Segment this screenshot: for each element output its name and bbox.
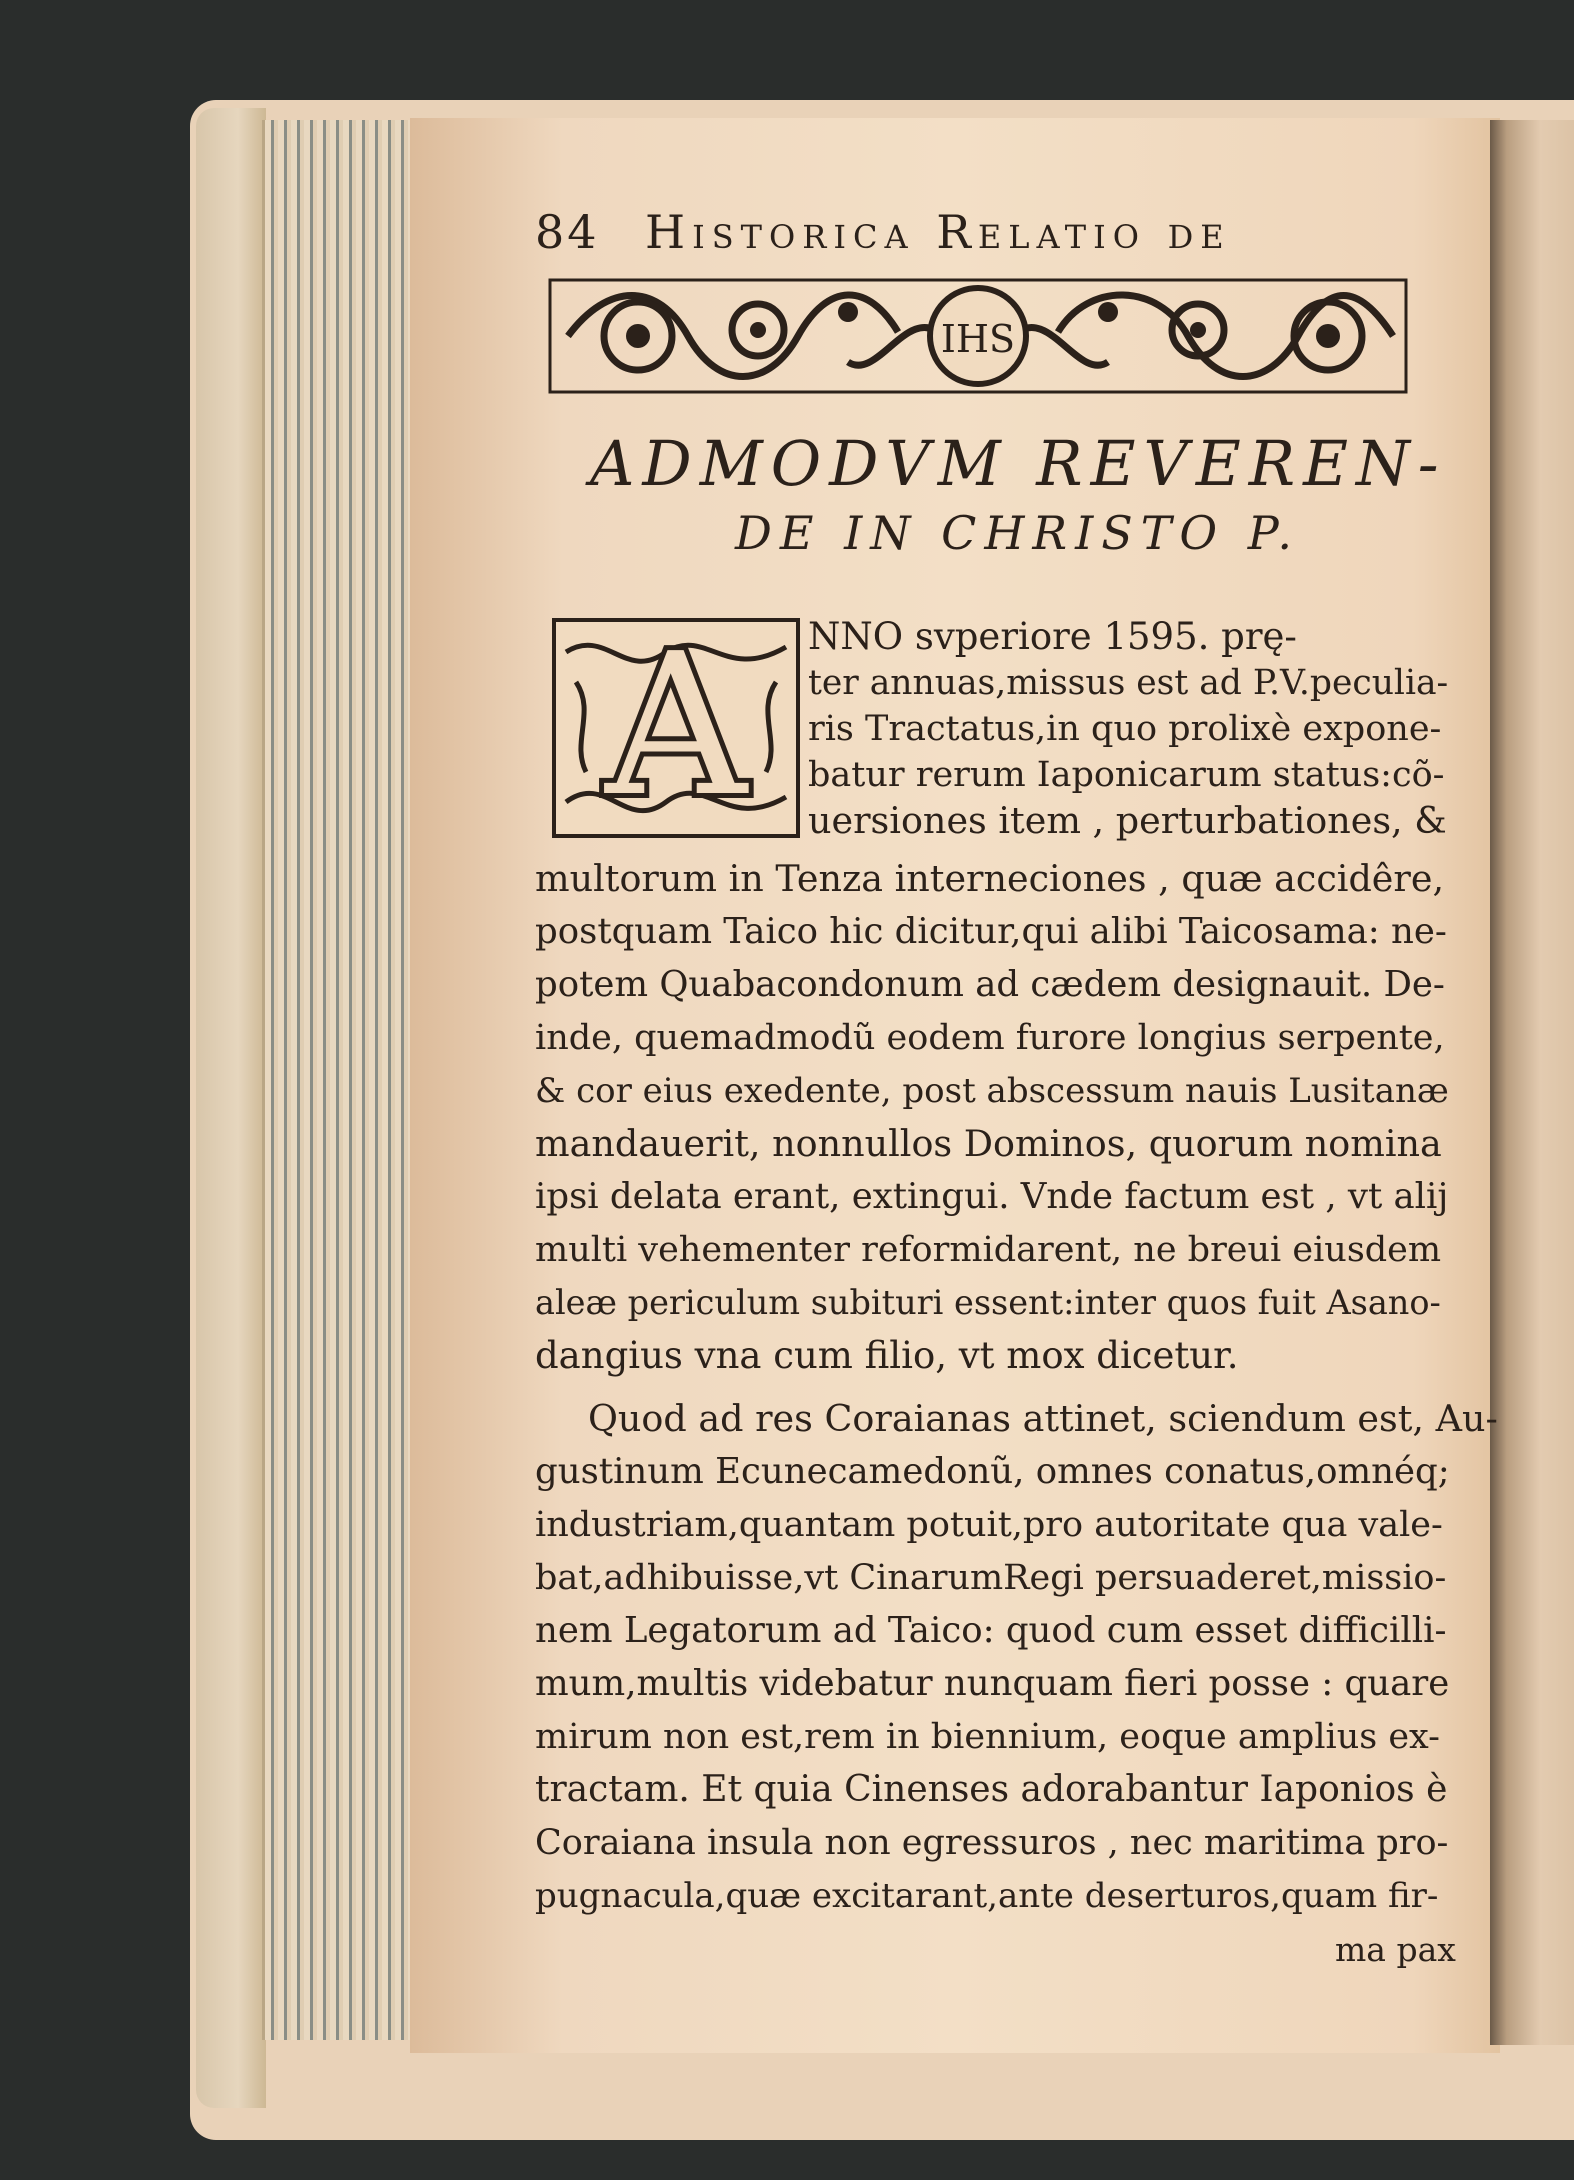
text-line: ter annuas,missus est ad P.V.peculia- <box>808 663 1449 703</box>
decorated-initial <box>552 612 800 840</box>
text-line: potem Quabacondonum ad cædem designauit. De- <box>535 964 1445 1005</box>
text-line: multi vehementer reformidarent, ne breui eiusdem <box>535 1230 1442 1270</box>
text-line: mandauerit, nonnullos Dominos, quorum nomina <box>535 1122 1442 1165</box>
heading-line-2: DE IN CHRISTO P. <box>735 506 1301 560</box>
text-line: bat,adhibuisse,vt CinarumRegi persuaderet,missio- <box>535 1558 1447 1598</box>
running-title: Historica Relatio de <box>645 205 1231 259</box>
text-line: ris Tractatus,in quo prolixè expone- <box>808 709 1442 749</box>
text-line: dangius vna cum filio, vt mox dicetur. <box>535 1334 1239 1377</box>
text-line: mum,multis videbatur nunquam fieri posse : quare <box>535 1663 1450 1704</box>
heading-line-1: ADMODVM REVEREN- <box>590 428 1447 500</box>
text-line: NNO svperiore 1595. prę- <box>808 615 1297 658</box>
binding-edge <box>196 108 266 2108</box>
text-line: pugnacula,quæ excitarant,ante deserturos,quam fir- <box>535 1876 1439 1916</box>
page-number: 84 <box>535 205 600 259</box>
text-line: Quod ad res Coraianas attinet, sciendum est, Au- <box>588 1397 1498 1440</box>
running-head <box>535 205 1355 259</box>
text-line: ipsi delata erant, extingui. Vnde factum est , vt alij <box>535 1176 1449 1217</box>
text-line: mirum non est,rem in biennium, eoque amplius ex- <box>535 1717 1441 1757</box>
text-line: inde, quemadmodũ eodem furore longius serpente, <box>535 1018 1445 1058</box>
text-line: multorum in Tenza interneciones , quæ accidêre, <box>535 857 1445 900</box>
text-line: postquam Taico hic dicitur,qui alibi Taicosama: ne- <box>535 911 1447 952</box>
text-line: gustinum Ecunecamedonũ, omnes conatus,omnéq; <box>535 1451 1450 1492</box>
text-line: aleæ periculum subituri essent:inter quos fuit Asano- <box>535 1283 1441 1322</box>
text-line: & cor eius exedente, post abscessum nauis Lusitanæ <box>535 1071 1449 1111</box>
text-line: Coraiana insula non egressuros , nec maritima pro- <box>535 1823 1449 1863</box>
drop-cap-letter: A <box>605 612 747 840</box>
text-line: nem Legatorum ad Taico: quod cum esset difficilli- <box>535 1610 1447 1651</box>
ornamental-headpiece <box>548 272 1408 400</box>
ihs-monogram: IHS <box>940 317 1016 361</box>
right-page-edge <box>1490 120 1574 2045</box>
text-line: uersiones item , perturbationes, & <box>808 799 1447 842</box>
text-line: industriam,quantam potuit,pro autoritate qua vale- <box>535 1505 1443 1545</box>
catchword: ma pax <box>1335 1930 1456 1969</box>
text-line: tractam. Et quia Cinenses adorabantur Iaponios è <box>535 1769 1448 1810</box>
text-line: batur rerum Iaponicarum status:cõ- <box>808 755 1445 795</box>
page-edges <box>262 120 425 2040</box>
